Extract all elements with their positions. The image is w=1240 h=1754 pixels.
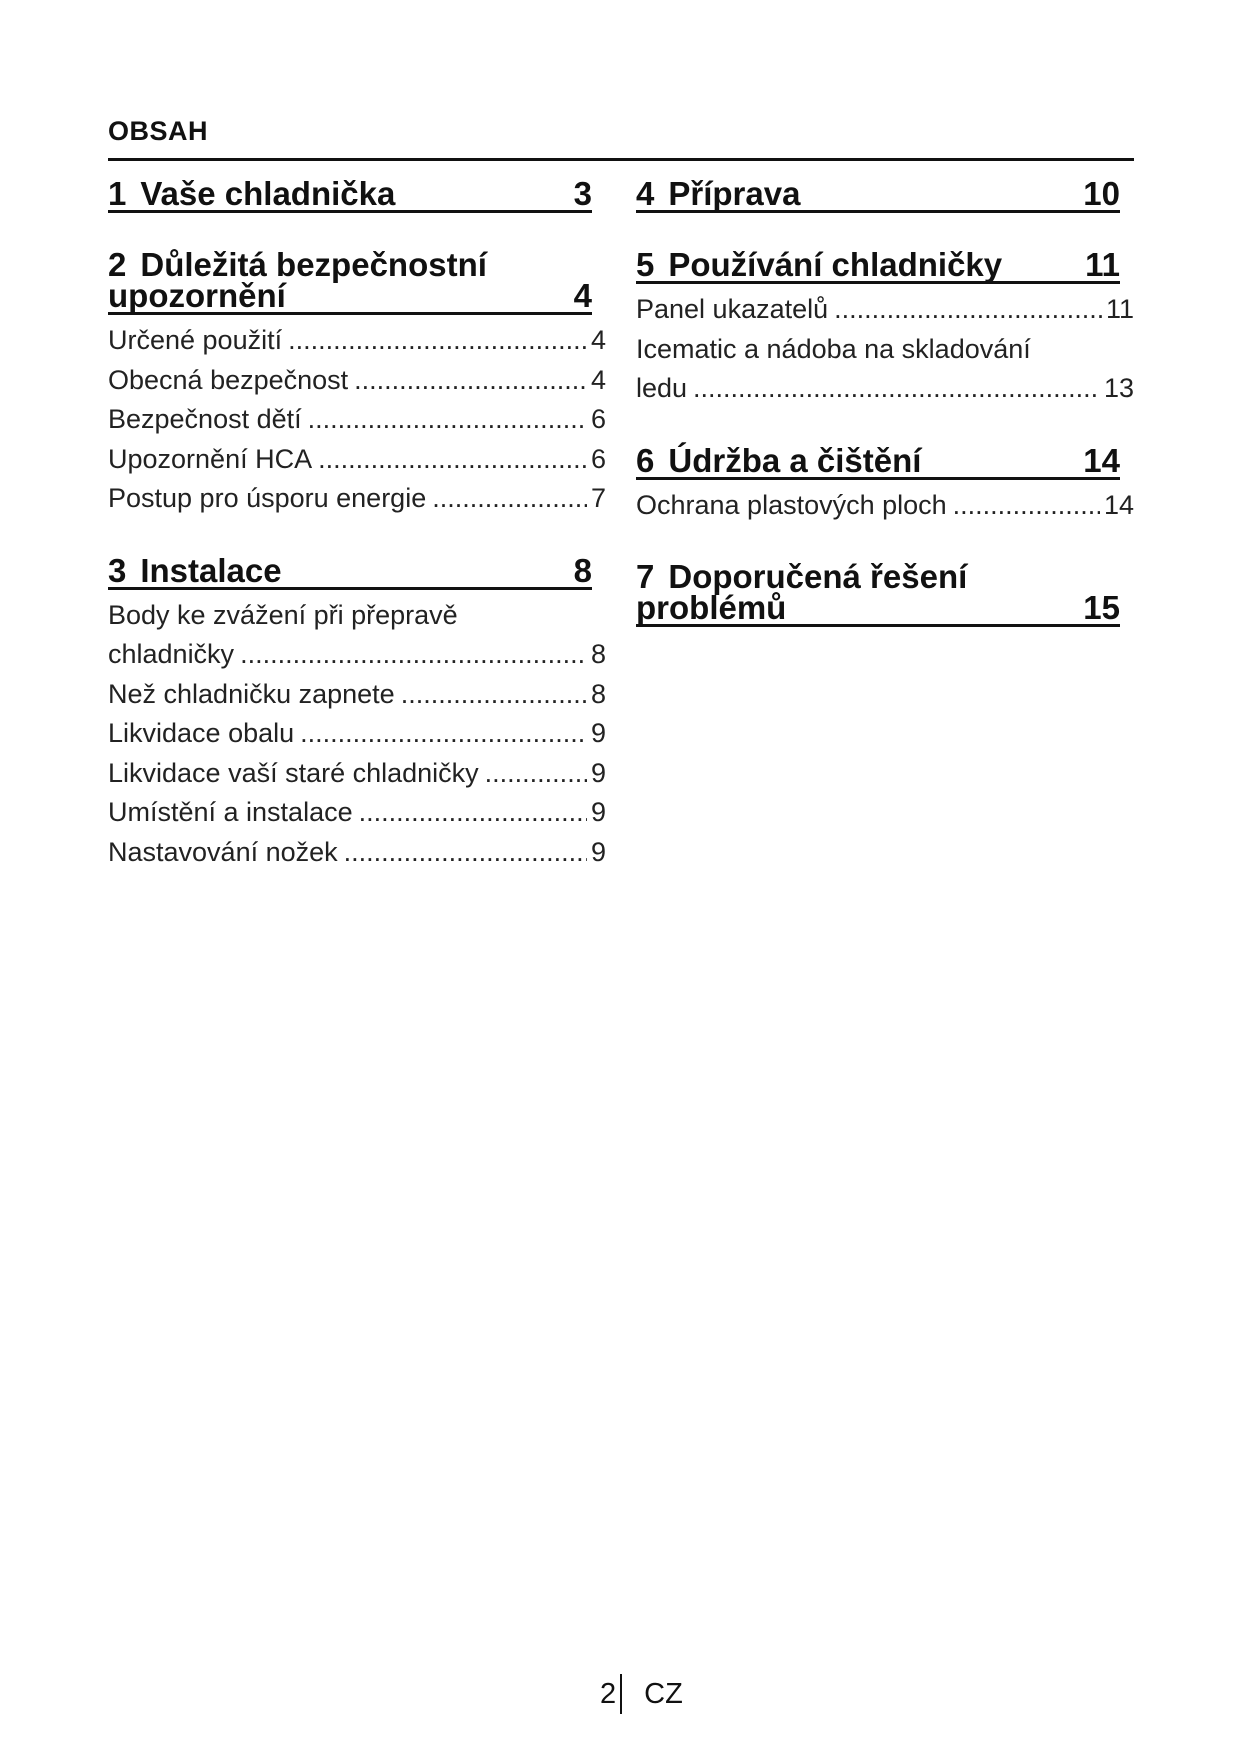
dot-leader	[300, 714, 587, 754]
toc-entry[interactable]	[108, 833, 606, 873]
page-title: OBSAH	[108, 116, 209, 146]
toc-column-left	[108, 175, 608, 908]
page-number: 2	[600, 1677, 617, 1710]
toc-entry-page: 13	[1103, 373, 1134, 403]
toc-chapter	[108, 246, 608, 519]
toc-column-right	[636, 175, 1136, 663]
toc-entry-page: 14	[1103, 489, 1134, 520]
toc-entry[interactable]	[636, 486, 1134, 526]
toc-entry-page: 9	[590, 718, 606, 748]
toc-entry-page: 4	[590, 364, 606, 395]
dot-leader	[953, 486, 1100, 526]
toc-entry-list	[636, 486, 1136, 526]
toc-entry-list	[636, 290, 1136, 409]
language-code: CZ	[644, 1677, 683, 1710]
footer-divider	[620, 1674, 622, 1714]
dot-leader	[401, 675, 587, 715]
chapter-page: 4	[573, 277, 592, 314]
toc-entry-label: Upozornění HCA	[108, 443, 313, 474]
toc-entry-page: 4	[590, 325, 606, 355]
toc-entry-list	[108, 596, 608, 873]
toc-entry-page: 9	[590, 757, 606, 788]
chapter-heading[interactable]	[636, 246, 1120, 284]
dot-leader	[834, 290, 1102, 330]
chapter-page: 14	[1083, 441, 1120, 479]
chapter-page: 15	[1083, 589, 1120, 626]
chapter-heading[interactable]	[108, 551, 592, 590]
chapter-page: 3	[573, 175, 592, 212]
toc-entry-page: 7	[590, 483, 606, 513]
dot-leader	[354, 361, 587, 401]
chapter-title: Vaše chladnička	[140, 175, 396, 212]
toc-entry-page: 8	[590, 678, 606, 709]
toc-entry-label: Umístění a instalace	[108, 797, 353, 827]
chapter-heading[interactable]	[636, 558, 1120, 627]
chapter-title: Údržba a čištění	[668, 441, 922, 479]
toc-entry[interactable]	[108, 321, 606, 361]
dot-leader	[359, 793, 587, 833]
chapter-number: 2	[108, 246, 127, 283]
chapter-title: Používání chladničky	[668, 246, 1003, 283]
dot-leader	[432, 479, 587, 519]
toc-entry-label: Určené použití	[108, 325, 283, 355]
chapter-number: 4	[636, 175, 655, 212]
toc-entry-label: ledu	[636, 373, 688, 403]
toc-entry-label: Postup pro úsporu energie	[108, 483, 427, 513]
toc-entry-label: Likvidace obalu	[108, 718, 295, 748]
toc-chapter	[108, 551, 608, 873]
toc-entry-label: chladničky	[108, 639, 235, 669]
toc-entry-label: Panel ukazatelů	[636, 294, 829, 324]
toc-entry-label: Než chladničku zapnete	[108, 678, 395, 709]
toc-entry-page: 6	[590, 443, 606, 474]
chapter-number: 6	[636, 441, 655, 479]
dot-leader	[308, 400, 587, 440]
toc-entry-label: Icematic a nádoba na skladování	[636, 333, 1031, 364]
toc-entry[interactable]	[108, 596, 606, 675]
toc-chapter	[636, 441, 1136, 526]
toc-entry-label: Nastavování nožek	[108, 836, 338, 867]
chapter-number: 1	[108, 175, 127, 212]
chapter-heading[interactable]	[108, 175, 592, 213]
toc-entry-page: 11	[1105, 294, 1134, 324]
chapter-title: Instalace	[140, 551, 282, 589]
toc-entry-page: 6	[590, 404, 606, 434]
chapter-heading[interactable]	[636, 441, 1120, 480]
toc-entry[interactable]	[108, 400, 606, 440]
toc-entry[interactable]	[636, 330, 1134, 409]
toc-entry-page: 9	[590, 836, 606, 867]
dot-leader	[485, 754, 587, 794]
toc-chapter	[108, 175, 608, 213]
chapter-title: Doporučená řešení problémů	[636, 558, 968, 626]
dot-leader	[693, 369, 1100, 409]
chapter-page: 10	[1083, 175, 1120, 212]
toc-entry[interactable]	[108, 793, 606, 833]
toc-entry[interactable]	[108, 754, 606, 794]
chapter-number: 3	[108, 551, 127, 589]
toc-entry-label: Bezpečnost dětí	[108, 404, 302, 434]
dot-leader	[344, 833, 587, 873]
page-footer	[600, 1674, 683, 1714]
toc-entry[interactable]	[108, 440, 606, 480]
chapter-page: 11	[1085, 246, 1120, 283]
header-divider	[108, 158, 1134, 161]
toc-entry-page: 8	[590, 639, 606, 669]
toc-chapter	[636, 246, 1136, 409]
toc-chapter	[636, 558, 1136, 627]
chapter-title: Důležitá bezpečnostní upozornění	[108, 246, 487, 314]
dot-leader	[240, 635, 587, 675]
chapter-number: 7	[636, 558, 655, 595]
chapter-number: 5	[636, 246, 655, 283]
toc-entry[interactable]	[636, 290, 1134, 330]
toc-entry-label: Ochrana plastových ploch	[636, 489, 947, 520]
chapter-heading[interactable]	[108, 246, 592, 315]
dot-leader	[318, 440, 587, 480]
toc-entry-page: 9	[590, 797, 606, 827]
toc-entry-label: Obecná bezpečnost	[108, 364, 349, 395]
chapter-page: 8	[573, 551, 592, 589]
toc-entry-label: Body ke zvážení při přepravě	[108, 599, 458, 630]
toc-chapter	[636, 175, 1136, 213]
toc-entry[interactable]	[108, 675, 606, 715]
toc-entry[interactable]	[108, 361, 606, 401]
toc-entry[interactable]	[108, 479, 606, 519]
toc-entry[interactable]	[108, 714, 606, 754]
toc-entry-label: Likvidace vaší staré chladničky	[108, 757, 479, 788]
chapter-heading[interactable]	[636, 175, 1120, 213]
toc-entry-list	[108, 321, 608, 519]
dot-leader	[288, 321, 587, 361]
chapter-title: Příprava	[668, 175, 801, 212]
